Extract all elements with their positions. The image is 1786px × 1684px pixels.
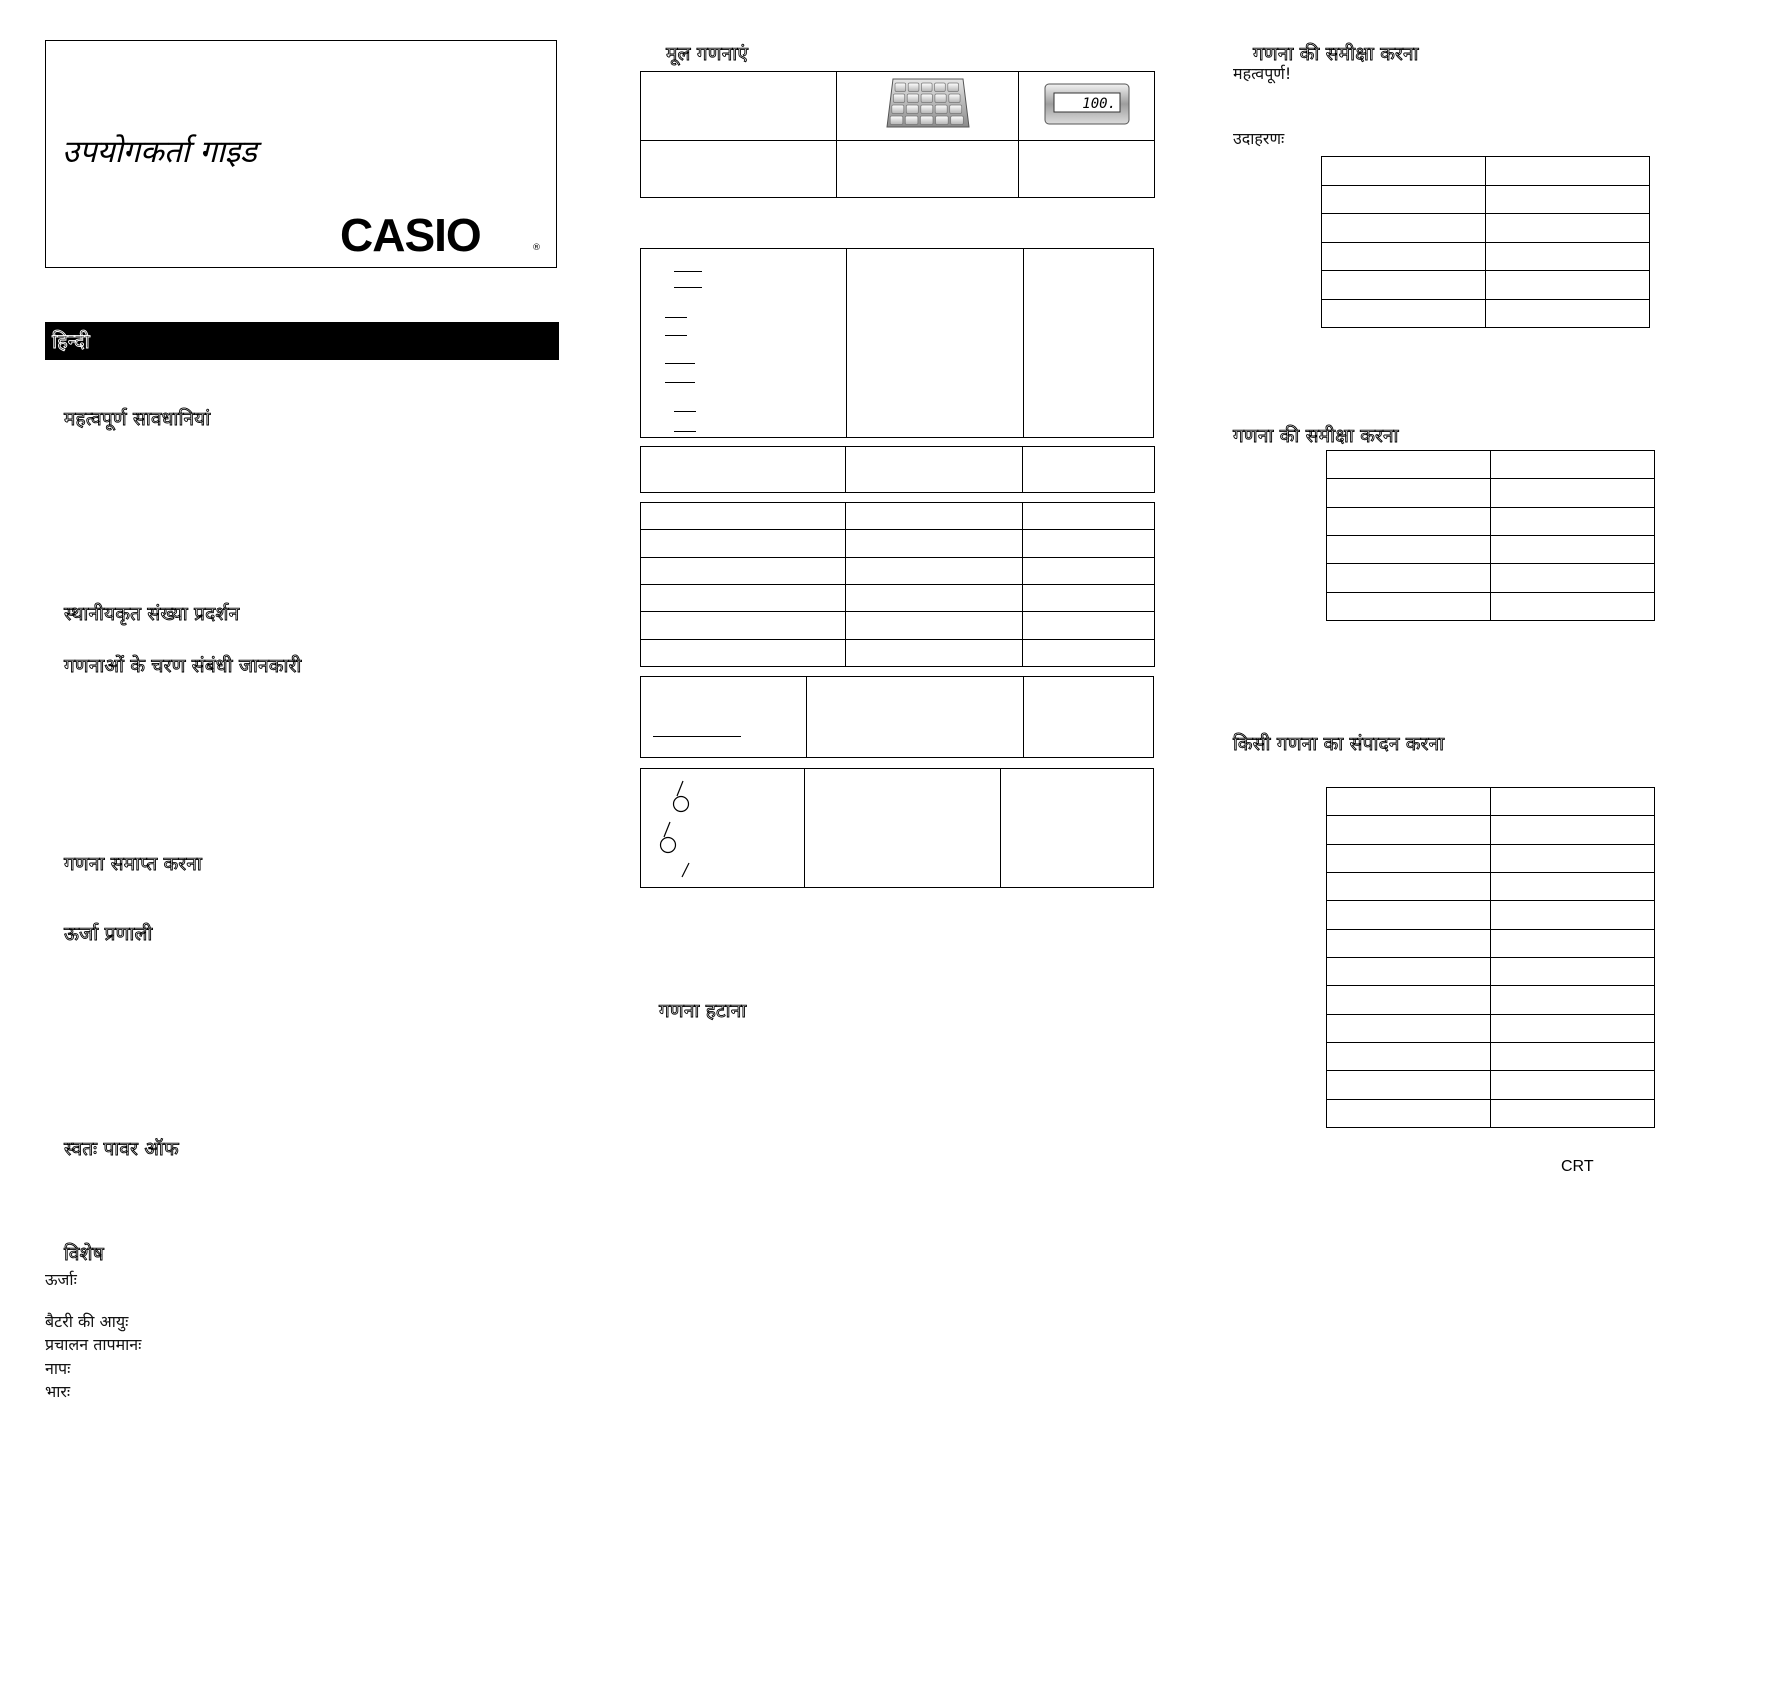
casio-logo: CASIO [340,209,481,261]
table-cell [1491,929,1655,957]
display-icon [1044,83,1130,125]
keypad-key [935,116,948,125]
table-cell [1327,451,1491,479]
table-cell [641,503,846,530]
table-cell [1023,584,1155,611]
operation-table-3 [640,502,1155,667]
review-table [1326,450,1655,621]
table-cell [1327,788,1491,816]
keypad-key [948,94,959,103]
cover-title: उपयोगकर्ता गाइड [62,134,257,170]
spec-weight-label: भारः [45,1382,71,1401]
table-cell [846,530,1023,557]
table-cell [641,141,837,198]
table-cell [846,639,1023,666]
spec-temperature-label: प्रचालन तापमानः [45,1335,142,1354]
keypad-key [921,83,932,92]
table-cell [837,141,1019,198]
table-cell [1322,242,1486,271]
heading-review-calculation-1: गणना की समीक्षा करना [1253,43,1419,65]
table-cell [1327,957,1491,985]
edit-table [1326,787,1655,1128]
heading-end-calculation: गणना समाप्त करना [64,853,203,875]
table-cell [1327,901,1491,929]
keypad-key [921,94,932,103]
heading-precautions: महत्वपूर्ण सावधानियां [64,408,211,430]
display-value: 100. [1081,96,1116,112]
heading-review-calculation-2: गणना की समीक्षा करना [1233,425,1399,447]
table-cell [1327,872,1491,900]
table-cell [1327,1042,1491,1070]
heading-edit-calculation: किसी गणना का संपादन करना [1233,733,1445,755]
example-label: उदाहरणः [1233,129,1285,148]
table-cell [641,584,846,611]
table-cell [1491,1099,1655,1127]
table-cell [1486,299,1650,328]
basic-calc-table [640,71,1155,198]
crt-label: CRT [1561,1158,1594,1175]
keypad-key [934,83,945,92]
table-cell [1491,901,1655,929]
table-cell [641,530,846,557]
keypad-key [949,105,961,114]
table-cell [1322,185,1486,214]
keypad-key [905,116,918,125]
keypad-key [934,94,945,103]
keypad-key [890,116,903,125]
table-cell [1491,535,1655,563]
table-cell [1327,1071,1491,1099]
table-cell [641,639,846,666]
table-cell [846,584,1023,611]
table-cell [1327,592,1491,620]
keypad-key [947,83,958,92]
registered-mark: ® [532,243,541,253]
keypad-icon [883,77,973,131]
table-cell [1491,986,1655,1014]
table-cell [1491,1042,1655,1070]
table-cell [1327,986,1491,1014]
table-cell [1486,157,1650,186]
table-cell [1491,816,1655,844]
table-cell [1327,1014,1491,1042]
table-cell [1327,929,1491,957]
table-cell [641,447,846,493]
keypad-key [935,105,947,114]
operation-box-2 [640,446,1155,493]
keypad-key [920,105,932,114]
keypad-key [920,116,933,125]
spec-dimensions-label: नापः [45,1359,71,1378]
operation-box-5 [640,768,1154,888]
table-cell [1023,447,1155,493]
heading-basic-calculations: मूल गणनाएं [666,43,749,65]
table-cell [1486,185,1650,214]
operation-box-4 [640,676,1154,758]
table-cell [1491,957,1655,985]
table-cell [1023,530,1155,557]
table-cell [1486,242,1650,271]
table-cell [1491,592,1655,620]
table-cell [1491,564,1655,592]
table-cell [846,612,1023,639]
table-cell [1322,299,1486,328]
table-cell [1491,1071,1655,1099]
heading-localized-display: स्थानीयकृत संख्या प्रदर्शन [64,603,240,625]
language-bar [45,322,559,360]
example-table [1321,156,1650,328]
table-cell [1491,1014,1655,1042]
important-label: महत्वपूर्ण! [1233,64,1292,83]
spec-battery-life-label: बैटरी की आयुः [45,1312,129,1331]
table-cell [837,72,1019,141]
table-cell [1491,844,1655,872]
language-label: हिन्दी [52,329,90,353]
keypad-key [908,83,919,92]
table-cell [1019,72,1155,141]
keypad-key [891,105,903,114]
keypad-key [906,105,918,114]
table-cell [1023,503,1155,530]
table-cell [1491,451,1655,479]
table-cell [641,557,846,584]
table-cell [1327,507,1491,535]
table-cell [1327,479,1491,507]
table-cell [1486,214,1650,243]
spec-power-label: ऊर्जाः [45,1270,77,1289]
table-cell [1023,557,1155,584]
table-cell [1327,1099,1491,1127]
table-cell [1322,157,1486,186]
table-cell [846,503,1023,530]
table-cell [1327,564,1491,592]
table-cell [1327,535,1491,563]
table-cell [1023,612,1155,639]
heading-delete-calculation: गणना हटाना [659,1000,747,1022]
heading-calculation-steps: गणनाओं के चरण संबंधी जानकारी [64,655,302,677]
table-cell [846,447,1023,493]
table-cell [846,557,1023,584]
table-cell [641,612,846,639]
table-cell [1327,816,1491,844]
table-cell [1023,639,1155,666]
table-cell [1491,872,1655,900]
table-cell [641,72,837,141]
table-cell [1322,271,1486,300]
keypad-key [907,94,918,103]
table-cell [1019,141,1155,198]
table-cell [1322,214,1486,243]
table-cell [1491,788,1655,816]
keypad-key [950,116,963,125]
heading-auto-power-off: स्वतः पावर ऑफ [64,1138,179,1160]
keypad-key [895,83,906,92]
table-cell [1486,271,1650,300]
heading-power-system: ऊर्जा प्रणाली [64,923,153,945]
table-cell [1491,479,1655,507]
table-cell [1327,844,1491,872]
table-cell [1491,507,1655,535]
percent-symbol-icon [659,777,709,887]
keypad-key [893,94,904,103]
operation-box-1 [640,248,1154,438]
heading-specifications: विशेष [64,1243,104,1265]
